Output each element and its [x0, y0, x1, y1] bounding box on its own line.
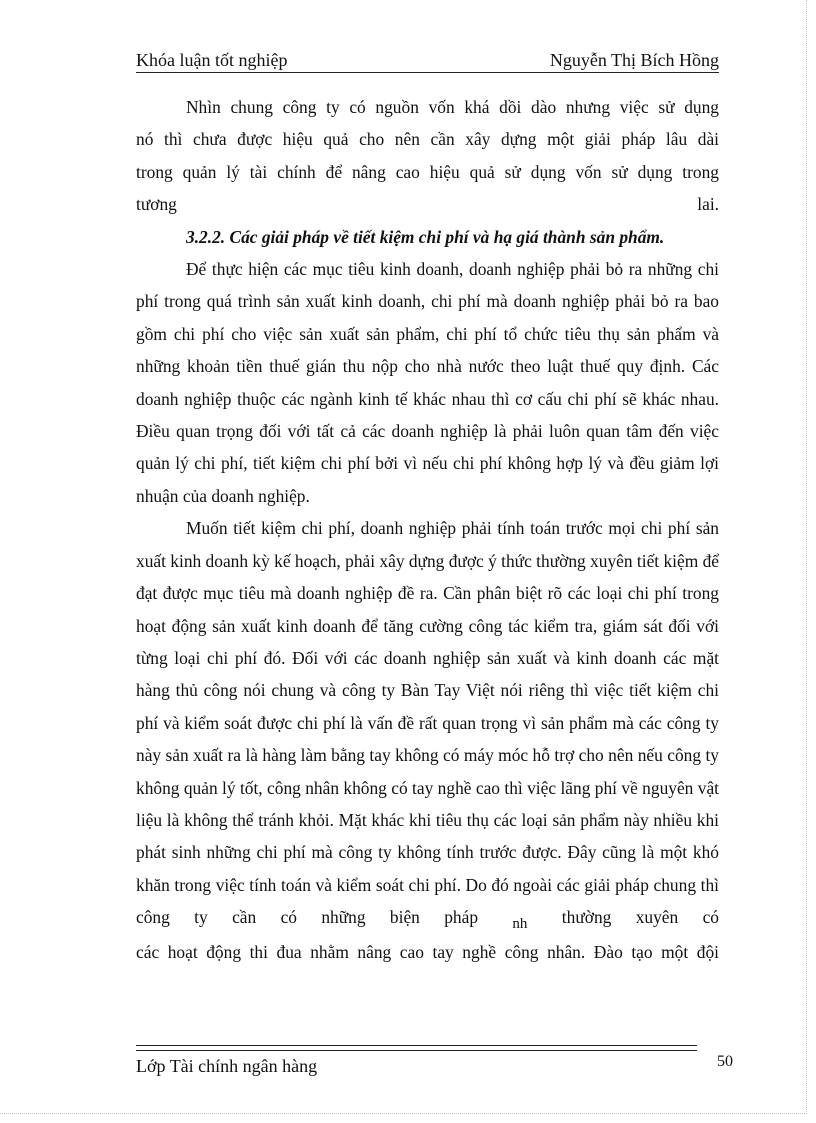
page-header: [136, 48, 719, 73]
footer-rule-bottom: [136, 1050, 697, 1051]
paragraph-3-last-line: các hoạt động thi đua nhằm nâng cao tay nghề công nhân. Đào tạo một đội: [136, 941, 719, 962]
page-number: 50: [717, 1053, 733, 1070]
paragraph-3-continuation: thường xuyên có: [561, 907, 719, 928]
paragraph-2: Để thực hiện các mục tiêu kinh doanh, doanh nghiệp phải bỏ ra những chi phí trong quá trình sản xuất kinh doanh, chi phí mà doanh nghiệp phải bỏ ra bao gồm chi phí cho việc sản xuất sản phẩm, chi phí tổ chức tiêu thụ sản phẩm và những khoản tiền thuế gián thu nộp cho nhà nước theo luật thuế quy định. Các doanh nghiệp thuộc các ngành kinh tế khác nhau thì cơ cấu chi phí sẽ khác nhau. Điều quan trọng đối với tất cả các doanh nghiệp là phải luôn quan tâm đến việc quản lý chi phí, tiết kiệm chi phí bởi vì nếu chi phí không hợp lý và đều giảm lợi nhuận của doanh nghiệp.: [136, 259, 719, 506]
header-title: Khóa luận tốt nghiệp: [136, 50, 288, 70]
document-body: [136, 91, 719, 968]
paragraph-3-fragment: nh: [512, 916, 528, 933]
paragraph-1-line-2: nó thì chưa được hiệu quả cho nên cần xây dựng một giải pháp lâu dài: [136, 129, 719, 150]
paragraph-1: [136, 91, 719, 221]
paragraph-1-line-3: trong quản lý tài chính để nâng cao hiệu quả sử dụng vốn sử dụng trong: [136, 161, 719, 182]
header-author: Nguyễn Thị Bích Hồng: [549, 50, 719, 70]
paragraph-3: [136, 512, 719, 935]
paragraph-3-main: Muốn tiết kiệm chi phí, doanh nghiệp phải tính toán trước mọi chi phí sản xuất kinh doanh kỳ kế hoạch, phải xây dựng được ý thức thường xuyên tiết kiệm để đạt được mục tiêu mà doanh nghiệp đề ra. Cần phân biệt rõ các loại chi phí trong hoạt động sản xuất kinh doanh để tăng cường công tác kiểm tra, giám sát đối với từng loại chi phí đó. Đối với các doanh nghiệp sản xuất và kinh doanh các mặt hàng thủ công nói chung và công ty Bàn Tay Việt nói riêng thì việc tiết kiệm chi phí và kiểm soát được chi phí là vấn đề rất quan trọng vì sản phẩm mà các công ty này sản xuất ra là hàng làm bằng tay không có máy móc hỗ trợ cho nên nếu công ty không quản lý tốt, công nhân không có tay nghề cao thì việc lãng phí về nguyên vật liệu là không thể tránh khỏi. Mặt khác khi tiêu thụ các loại sản phẩm này nhiều khi phát sinh những chi phí mà công ty không tính trước được. Đây cũng là một khó khăn trong việc tính toán và kiểm soát chi phí. Do đó ngoài các giải pháp chung thì công ty cần có những biện pháp: [136, 518, 720, 928]
paragraph-1-line-4-left: tương: [136, 194, 177, 215]
footer-rule-top: [136, 1045, 697, 1046]
footer-class-name: Lớp Tài chính ngân hàng: [136, 1056, 318, 1076]
section-heading: 3.2.2. Các giải pháp về tiết kiệm chi phí và hạ giá thành sản phẩm.: [186, 226, 665, 247]
paragraph-1-line-1: Nhìn chung công ty có nguồn vốn khá dồi dào nhưng việc sử dụng: [186, 97, 719, 117]
paragraph-1-line-4: [136, 188, 719, 220]
paragraph-1-line-4-right: lai.: [697, 194, 719, 215]
